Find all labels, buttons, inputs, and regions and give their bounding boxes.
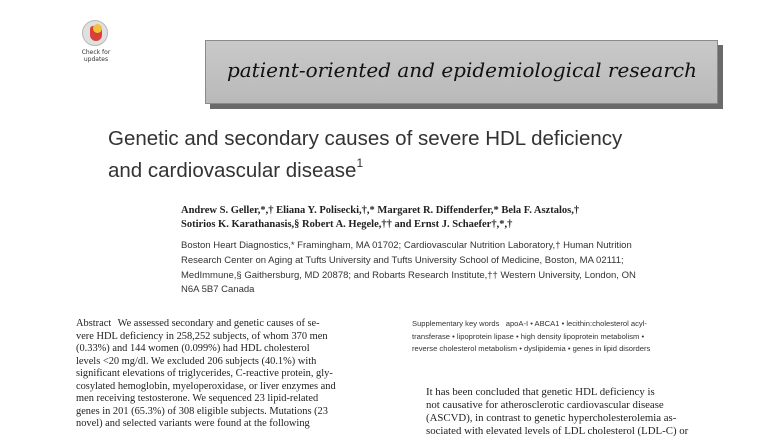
keywords-line: [412, 318, 727, 331]
check-for-updates-badge[interactable]: [78, 18, 114, 64]
keywords-label: Supplementary key words: [412, 319, 500, 328]
affiliation-line: Boston Heart Diagnostics,* Framingham, MA 01702; Cardiovascular Nutrition Laboratory,† Human Nutrition: [181, 240, 632, 251]
author-line-2: Sotirios K. Karathanasis,§ Robert A. Hegele,†† and Ernst J. Schaefer†,*,†: [181, 219, 513, 230]
intro-line: sociated with elevated levels of LDL cholesterol (LDL-C) or: [426, 425, 689, 437]
crossmark-dot-shape: [93, 24, 102, 33]
article-title: [108, 125, 728, 184]
abstract-line: significant elevations of triglycerides, C-reactive protein, gly-: [76, 368, 333, 379]
intro-paragraph: [426, 386, 726, 438]
affiliation-line: MedImmune,§ Gaithersburg, MD 20878; and Robarts Research Institute,†† Western University, London, ON: [181, 269, 636, 281]
keywords-section: [412, 318, 727, 356]
badge-label: [78, 49, 114, 63]
section-heading: patient-oriented and epidemiological research: [226, 58, 697, 82]
abstract-line: cosylated hemoglobin, myeloperoxidase, or liver enzymes and: [76, 380, 336, 392]
keywords-line: reverse cholesterol metabolism • dyslipidemia • genes in lipid disorders: [412, 344, 651, 353]
intro-line: (ASCVD), in contrast to genetic hypercholesterolemia as-: [426, 412, 677, 424]
abstract-line: men receiving testosterone. We sequenced 23 lipid-related: [76, 393, 319, 404]
badge-label-line1: Check for: [81, 49, 111, 56]
affiliations: [181, 239, 741, 298]
abstract-line: vere HDL deficiency in 258,252 subjects, of whom 370 men: [76, 330, 328, 342]
keywords-line: transferase • lipoprotein lipase • high density lipoprotein metabolism •: [412, 331, 645, 341]
intro-line: It has been concluded that genetic HDL deficiency is: [426, 386, 655, 398]
author-list: [181, 204, 741, 232]
title-line-2: and cardiovascular disease: [108, 158, 357, 182]
affiliation-line: Research Center on Aging at Tufts University and Tufts University School of Medicine, Boston, MA 02111;: [181, 254, 624, 266]
abstract-line: genes in 201 (65.3%) of 308 eligible subjects. Mutations (23: [76, 405, 328, 417]
abstract-section: [76, 318, 388, 431]
crossmark-icon: [82, 20, 108, 46]
title-line-1: Genetic and secondary causes of severe HDL deficiency: [108, 127, 623, 150]
badge-label-line2: updates: [83, 56, 109, 63]
abstract-line: (0.33%) and 144 women (0.099%) had HDL cholesterol: [76, 343, 310, 354]
abstract-label: Abstract: [76, 318, 112, 329]
abstract-line: [76, 318, 388, 331]
abstract-line-text: We assessed secondary and genetic causes of se-: [117, 318, 320, 329]
abstract-line: levels <20 mg/dl. We excluded 206 subjects (40.1%) with: [76, 355, 317, 367]
keywords-line-text: apoA-I • ABCA1 • lecithin:cholesterol acyl-: [505, 319, 647, 328]
author-line-1: Andrew S. Geller,*,† Eliana Y. Polisecki,†,* Margaret R. Diffenderfer,* Bela F. Asztalos,†: [181, 205, 580, 216]
title-footnote-mark[interactable]: 1: [356, 156, 364, 170]
affiliation-line: N6A 5B7 Canada: [181, 284, 255, 296]
abstract-line: novel) and selected variants were found at the following: [76, 418, 310, 429]
intro-line: not causative for atherosclerotic cardiovascular disease: [426, 399, 664, 411]
section-banner: [205, 40, 718, 104]
